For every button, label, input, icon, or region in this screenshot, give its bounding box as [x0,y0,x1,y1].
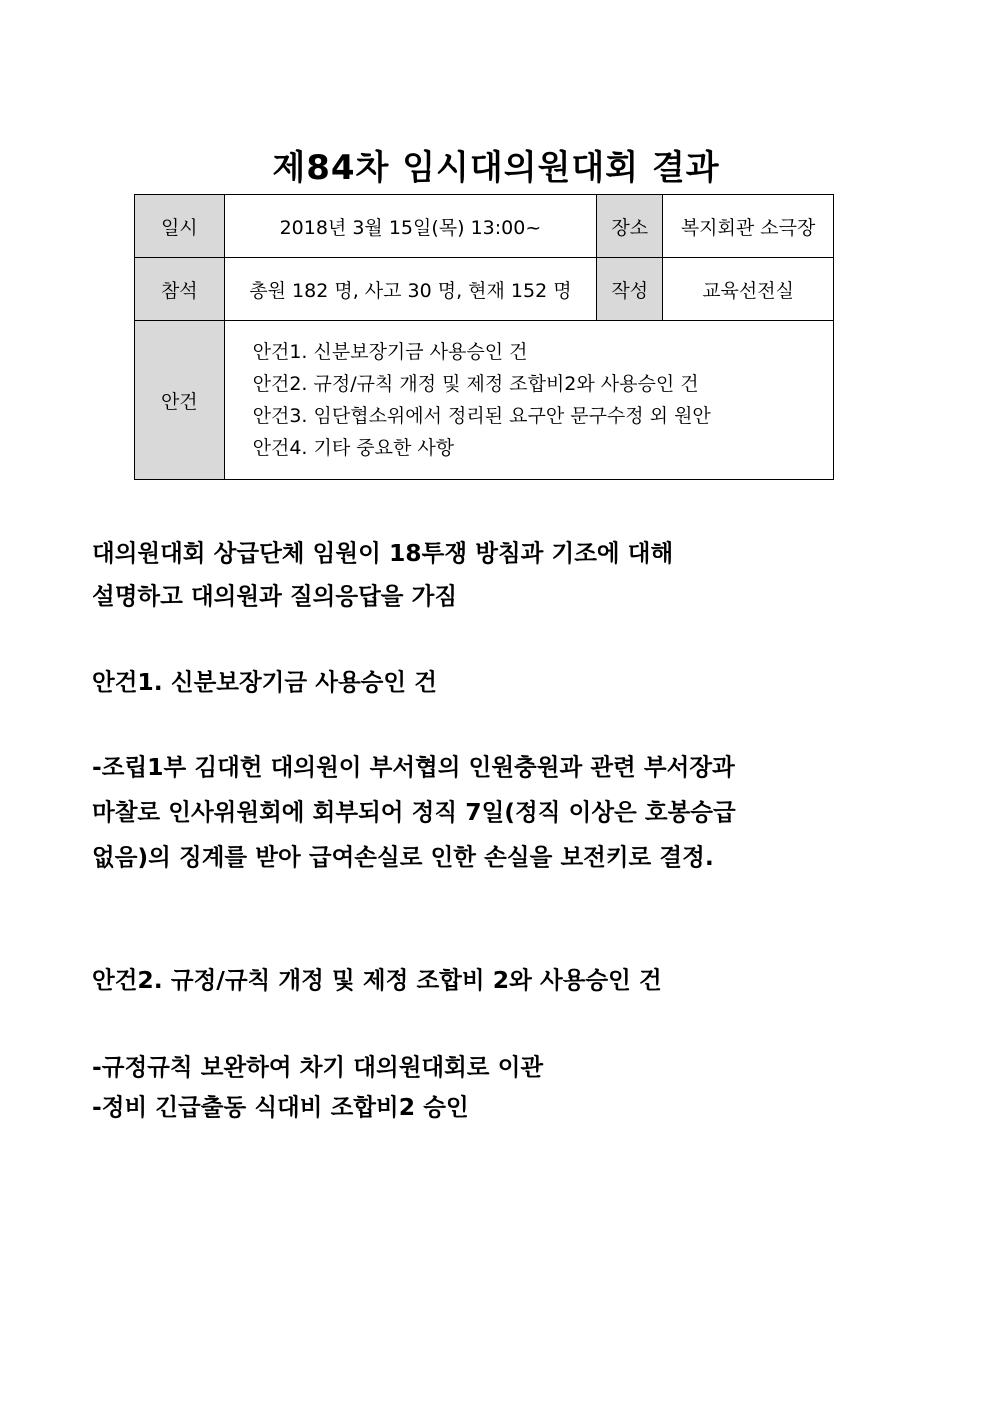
section-1-line: 마찰로 인사위원회에 회부되어 정직 7일(정직 이상은 호봉승급 [92,798,736,826]
section-2-body [92,1047,543,1127]
section-1-line: -조립1부 김대헌 대의원이 부서협의 인원충원과 관련 부서장과 [92,753,735,781]
section-2-line: -정비 긴급출동 식대비 조합비2 승인 [92,1093,469,1121]
date-value: 2018년 3월 15일(목) 13:00~ [224,195,597,258]
document-title: 제84차 임시대의원대회 결과 [272,148,720,188]
agenda-item: 안건1. 신분보장기금 사용승인 건 [252,341,528,363]
agenda-label: 안건 [135,321,225,480]
meeting-info-table [134,194,834,480]
attendance-value: 총원 182 명, 사고 30 명, 현재 152 명 [224,258,597,321]
agenda-list [224,321,833,480]
author-label: 작성 [597,258,663,321]
section-1-body [92,745,736,880]
agenda-item: 안건3. 임단협소위에서 정리된 요구안 문구수정 외 원안 [252,405,711,427]
agenda-item: 안건2. 규정/규칙 개정 및 제정 조합비2와 사용승인 건 [252,373,699,395]
author-value: 교육선전실 [663,258,834,321]
section-1-line: 없음)의 징계를 받아 급여손실로 인한 손실을 보전키로 결정. [92,843,714,871]
agenda-item: 안건4. 기타 중요한 사항 [252,437,455,459]
intro-paragraph [92,532,673,618]
section-1-heading: 안건1. 신분보장기금 사용승인 건 [92,668,437,696]
place-label: 장소 [597,195,663,258]
date-label: 일시 [135,195,225,258]
intro-line: 설명하고 대의원과 질의응답을 가짐 [92,582,458,610]
attendance-label: 참석 [135,258,225,321]
place-value: 복지회관 소극장 [663,195,834,258]
section-2-line: -규정규칙 보완하여 차기 대의원대회로 이관 [92,1053,544,1081]
intro-line: 대의원대회 상급단체 임원이 18투쟁 방침과 기조에 대해 [92,539,674,567]
section-2-heading: 안건2. 규정/규칙 개정 및 제정 조합비 2와 사용승인 건 [92,966,662,994]
